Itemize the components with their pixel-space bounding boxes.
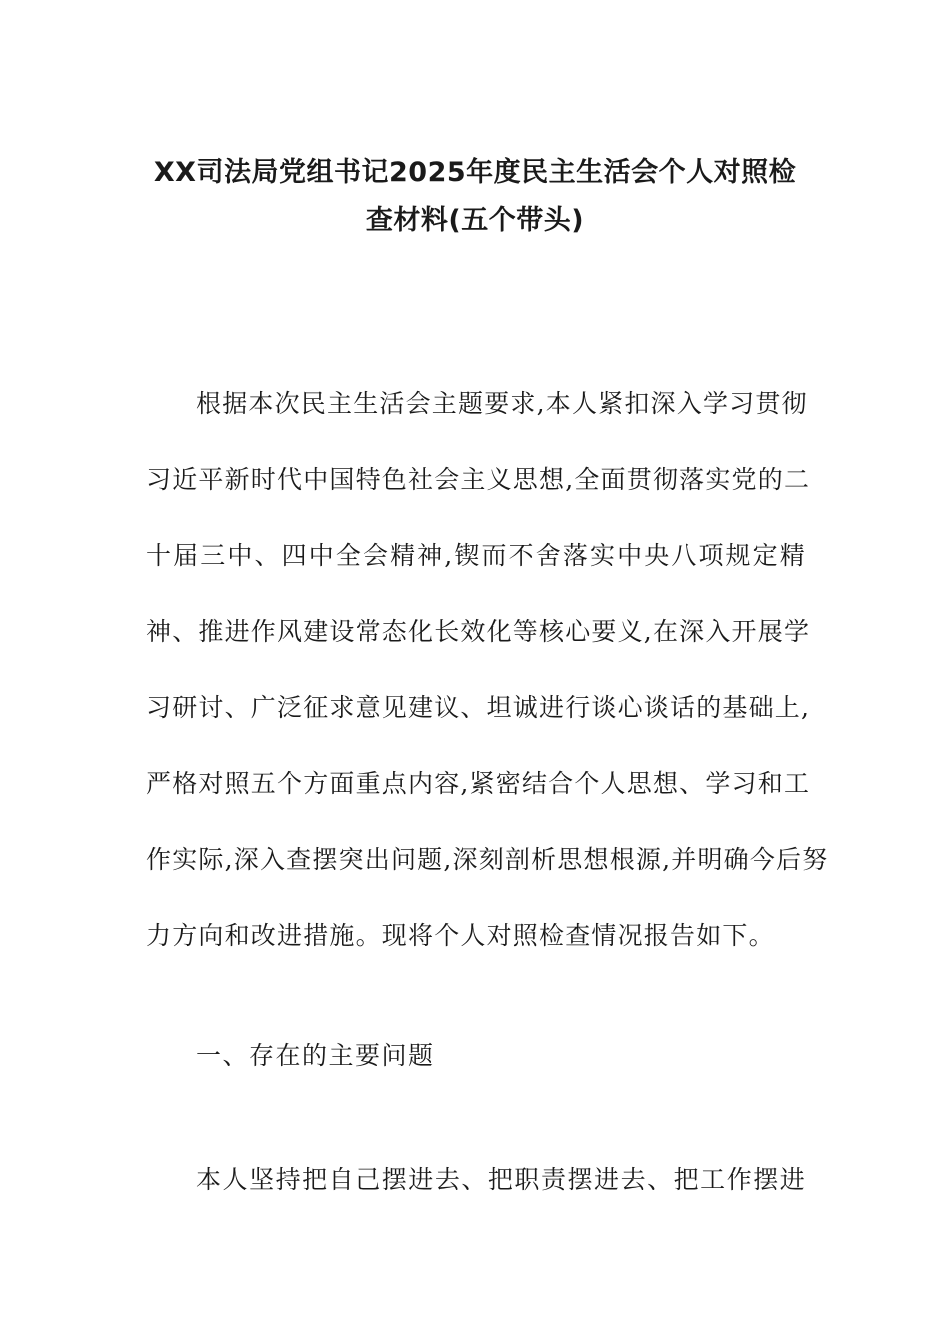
- intro-paragraph: [146, 366, 829, 974]
- paragraph-line: 十届三中、四中全会精神,锲而不舍落实中央八项规定精: [146, 541, 806, 570]
- paragraph-line: 习研讨、广泛征求意见建议、坦诚进行谈心谈话的基础上,: [146, 693, 811, 722]
- paragraph-line: 神、推进作风建设常态化长效化等核心要义,在深入开展学: [146, 617, 811, 646]
- document-title-line-2: 查材料(五个带头): [365, 205, 585, 236]
- section-paragraph: [146, 1142, 806, 1218]
- section-heading: 一、存在的主要问题: [196, 1041, 435, 1070]
- paragraph-line: 习近平新时代中国特色社会主义思想,全面贯彻落实党的二: [146, 465, 811, 494]
- document-title-line-1: XX司法局党组书记2025年度民主生活会个人对照检: [153, 157, 797, 188]
- paragraph-line: 力方向和改进措施。现将个人对照检查情况报告如下。: [146, 921, 775, 950]
- paragraph-line: 本人坚持把自己摆进去、把职责摆进去、把工作摆进: [196, 1165, 806, 1194]
- paragraph-line: 根据本次民主生活会主题要求,本人紧扣深入学习贯彻: [196, 389, 808, 418]
- paragraph-line: 作实际,深入查摆突出问题,深刻剖析思想根源,并明确今后努: [146, 845, 829, 874]
- paragraph-line: 严格对照五个方面重点内容,紧密结合个人思想、学习和工: [146, 769, 811, 798]
